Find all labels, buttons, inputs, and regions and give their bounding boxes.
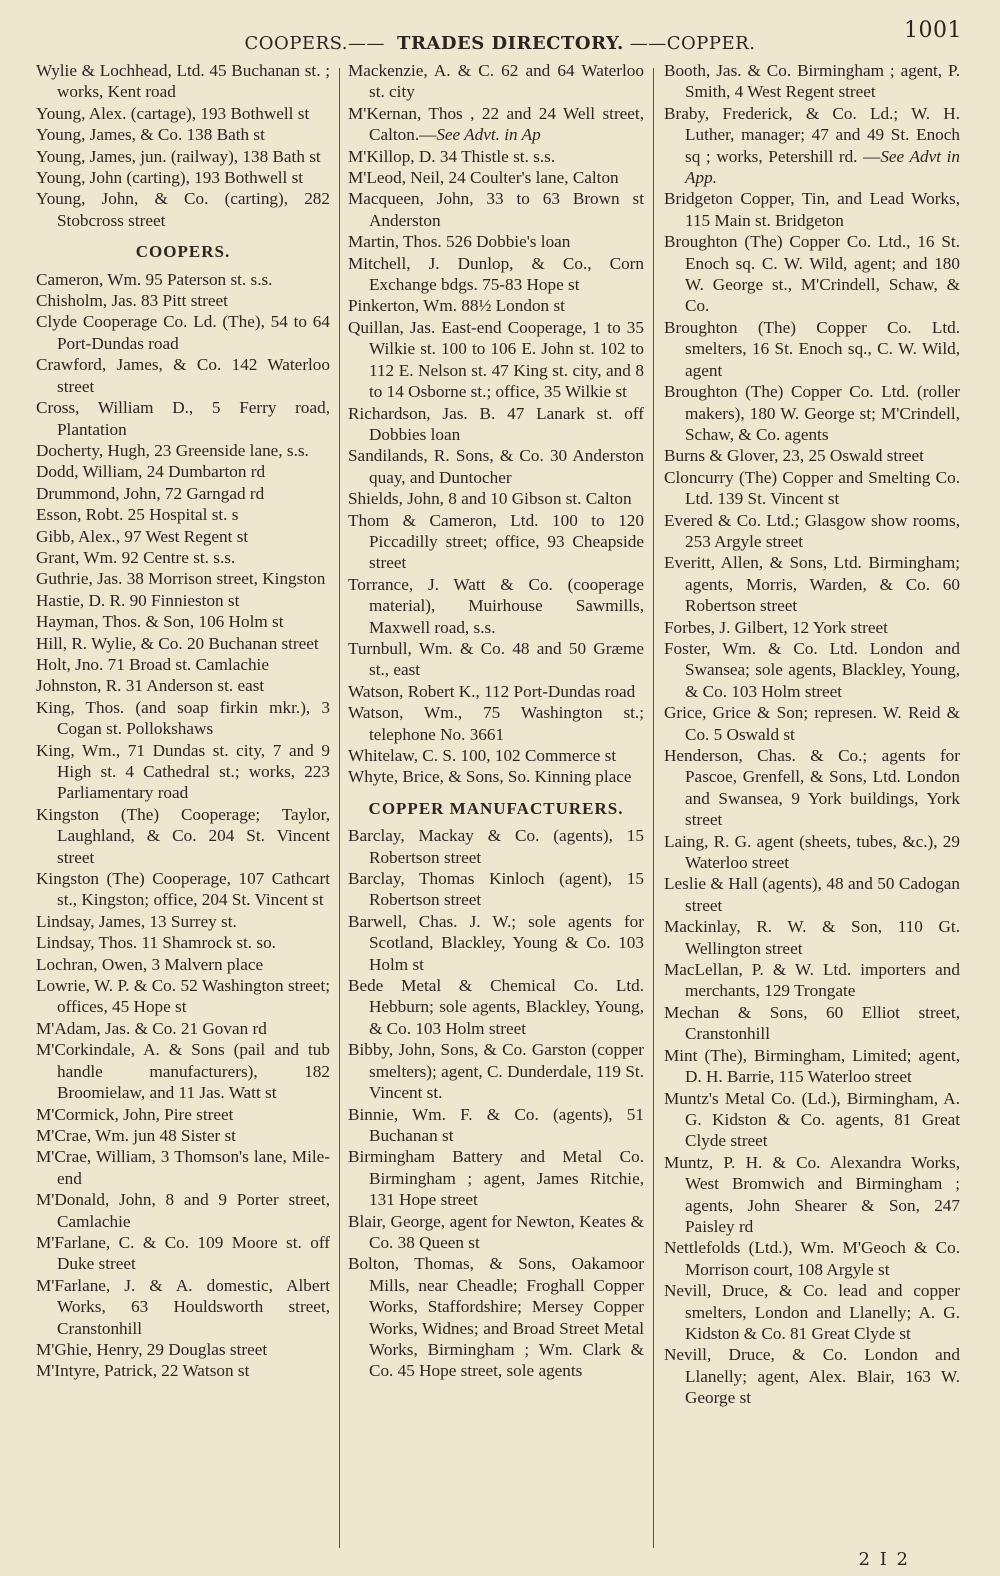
entry-text: Mackenzie, A. & C. 62 and 64 Waterloo st. city <box>348 61 644 102</box>
entry-text: Drummond, John, 72 Garngad rd <box>36 483 265 503</box>
entry-text: Mechan & Sons, 60 Elliot street, Cranstonhill <box>664 1002 960 1044</box>
entry-advert-note: See Advt. in Ap <box>436 125 541 145</box>
entry-text: Broughton (The) Copper Co. Ltd., 16 St. Enoch sq. C. W. Wild, agent; and 180 W. George st., M'Crindell, Schaw, & Co. <box>664 232 960 316</box>
entry-text: M'Leod, Neil, 24 Coulter's lane, Calton <box>348 168 619 188</box>
entry-text: Mint (The), Birmingham, Limited; agent, D. H. Barrie, 115 Waterloo street <box>664 1045 960 1087</box>
directory-entry <box>36 590 330 611</box>
entry-text: Hill, R. Wylie, & Co. 20 Buchanan street <box>36 633 319 653</box>
directory-entry <box>36 804 330 868</box>
entry-text: Whyte, Brice, & Sons, So. Kinning place <box>348 767 632 787</box>
directory-entry <box>36 547 330 568</box>
directory-entry <box>348 253 644 296</box>
entry-text: M'Killop, D. 34 Thistle st. s.s. <box>348 146 556 166</box>
directory-entry <box>348 1146 644 1210</box>
section-heading: COPPER MANUFACTURERS. <box>368 798 624 818</box>
entry-text: Bolton, Thomas, & Sons, Oakamoor Mills, near Cheadle; Froghall Copper Works, Staffordshire; Mersey Copper Works, Widnes; and Broad Street Metal Works, Birmingham ; Wm. Clark & Co. 45 Hope street, sole agents <box>348 1254 644 1381</box>
directory-entry <box>36 146 330 167</box>
page-signature: 2 I 2 <box>858 1549 910 1570</box>
entry-text: Martin, Thos. 526 Dobbie's loan <box>348 232 571 252</box>
directory-entry <box>36 1039 330 1103</box>
directory-entry <box>36 633 330 654</box>
entry-text: M'Farlane, C. & Co. 109 Moore st. off Duke street <box>36 1232 330 1274</box>
directory-entry <box>36 526 330 547</box>
directory-entry <box>36 1275 330 1339</box>
directory-entry <box>36 975 330 1018</box>
directory-entry <box>348 295 644 316</box>
directory-entry <box>664 467 960 510</box>
entry-text: Booth, Jas. & Co. Birmingham ; agent, P. Smith, 4 West Regent street <box>664 61 960 102</box>
directory-entry <box>36 697 330 740</box>
directory-entry <box>664 1237 960 1280</box>
directory-entry <box>664 381 960 445</box>
directory-entry <box>664 552 960 616</box>
directory-entry <box>664 510 960 553</box>
entry-text: Young, Alex. (cartage), 193 Bothwell st <box>36 103 310 123</box>
entry-text: Gibb, Alex., 97 West Regent st <box>36 526 249 546</box>
directory-entry <box>36 440 330 461</box>
directory-entry <box>348 188 644 231</box>
directory-entry <box>348 167 644 188</box>
column-divider <box>653 68 654 1548</box>
directory-entry <box>664 873 960 916</box>
entry-text: Richardson, Jas. B. 47 Lanark st. off Dobbies loan <box>348 403 644 444</box>
entry-text: M'Donald, John, 8 and 9 Porter street, Camlachie <box>36 1190 330 1231</box>
entry-text: Guthrie, Jas. 38 Morrison street, Kingston <box>36 569 326 589</box>
directory-entry <box>36 932 330 953</box>
directory-entry <box>36 911 330 932</box>
directory-entry <box>36 1189 330 1232</box>
entry-text: Johnston, R. 31 Anderson st. east <box>36 676 265 696</box>
directory-entry <box>36 954 330 975</box>
directory-entry <box>348 146 644 167</box>
entry-text: Young, John, & Co. (carting), 282 Stobcross street <box>36 189 330 230</box>
directory-entry <box>348 638 644 681</box>
directory-entry <box>36 568 330 589</box>
directory-entry <box>348 1253 644 1381</box>
directory-entry <box>36 1339 330 1360</box>
entry-text: Hastie, D. R. 90 Finnieston st <box>36 590 240 610</box>
directory-entry <box>348 1104 644 1147</box>
entry-text: Young, John (carting), 193 Bothwell st <box>36 168 304 188</box>
entry-text: Forbes, J. Gilbert, 12 York street <box>664 617 888 637</box>
directory-entry <box>36 654 330 675</box>
header-title: TRADES DIRECTORY. <box>397 33 624 54</box>
entry-text: MacLellan, P. & W. Ltd. importers and merchants, 129 Trongate <box>664 960 960 1001</box>
entry-text: Shields, John, 8 and 10 Gibson st. Calton <box>348 489 632 509</box>
entry-text: Nevill, Druce, & Co. London and Llanelly; agent, Alex. Blair, 163 W. George st <box>664 1345 960 1408</box>
directory-entry <box>348 825 644 868</box>
page-header <box>30 18 970 54</box>
directory-entry <box>664 188 960 231</box>
directory-entry <box>36 675 330 696</box>
entry-text: Kingston (The) Cooperage, 107 Cathcart st., Kingston; office, 204 St. Vincent st <box>36 869 330 910</box>
directory-entry <box>664 1088 960 1152</box>
entry-text: Hayman, Thos. & Son, 106 Holm st <box>36 612 284 632</box>
entry-text: Lochran, Owen, 3 Malvern place <box>36 954 264 974</box>
directory-entry <box>348 574 644 638</box>
entry-text: Bede Metal & Chemical Co. Ltd. Hebburn; sole agents, Blackley, Young, & Co. 103 Holm street <box>348 976 644 1038</box>
entry-text: Evered & Co. Ltd.; Glasgow show rooms, 253 Argyle street <box>664 510 960 551</box>
header-right: ——COPPER. <box>629 33 756 54</box>
directory-entry <box>348 231 644 252</box>
directory-entry <box>36 1232 330 1275</box>
entry-text: Docherty, Hugh, 23 Greenside lane, s.s. <box>36 440 309 460</box>
entry-text: Cameron, Wm. 95 Paterson st. s.s. <box>36 269 273 289</box>
entry-text: Crawford, James, & Co. 142 Waterloo street <box>36 355 330 396</box>
entry-text: Torrance, J. Watt & Co. (cooperage material), Muirhouse Sawmills, Maxwell road, s.s. <box>348 574 644 637</box>
directory-entry <box>348 868 644 911</box>
directory-entry <box>348 488 644 509</box>
entry-text: Muntz's Metal Co. (Ld.), Birmingham, A. G. Kidston & Co. agents, 81 Great Clyde street <box>664 1088 960 1151</box>
entry-text: Henderson, Chas. & Co.; agents for Pascoe, Grenfell, & Sons, Ltd. London and Swansea, 9 York buildings, York street <box>664 746 960 830</box>
entry-text: Turnbull, Wm. & Co. 48 and 50 Græme st., east <box>348 638 644 680</box>
directory-entry <box>36 483 330 504</box>
entry-text: Nettlefolds (Ltd.), Wm. M'Geoch & Co. Morrison court, 108 Argyle st <box>664 1238 960 1279</box>
directory-entry <box>348 510 644 574</box>
column-divider <box>339 68 340 1548</box>
entry-text: Young, James, & Co. 138 Bath st <box>36 125 265 145</box>
entry-text: Bibby, John, Sons, & Co. Garston (copper smelters); agent, C. Dunderdale, 119 St. Vincent st. <box>348 1040 644 1103</box>
entry-text: Mitchell, J. Dunlop, & Co., Corn Exchange bdgs. 75-83 Hope st <box>348 253 644 295</box>
entry-text: Young, James, jun. (railway), 138 Bath st <box>36 146 321 166</box>
directory-entry <box>348 60 644 103</box>
directory-entry <box>348 681 644 702</box>
directory-entry <box>664 103 960 189</box>
entry-text: Watson, Wm., 75 Washington st.; telephone No. 3661 <box>348 703 644 744</box>
section-heading: COOPERS. <box>135 242 231 262</box>
directory-entry <box>348 975 644 1039</box>
column-3 <box>664 60 960 1536</box>
directory-entry <box>664 231 960 317</box>
directory-entry <box>36 103 330 124</box>
directory-entry <box>36 1104 330 1125</box>
directory-entry <box>36 1146 330 1189</box>
directory-entry <box>348 317 644 403</box>
directory-entry <box>348 911 644 975</box>
directory-entry <box>664 1280 960 1344</box>
entry-text: Lowrie, W. P. & Co. 52 Washington street; offices, 45 Hope st <box>36 976 330 1017</box>
page-number: 1001 <box>904 18 962 43</box>
directory-entry <box>36 1360 330 1381</box>
entry-text: King, Wm., 71 Dundas st. city, 7 and 9 High st. 4 Cathedral st.; works, 223 Parliamentary road <box>36 740 330 803</box>
directory-entry <box>36 167 330 188</box>
directory-entry <box>36 188 330 231</box>
directory-entry <box>36 354 330 397</box>
entry-text: Braby, Frederick, & Co. Ld.; W. H. Luther, manager; 47 and 49 St. Enoch sq ; works, Petershill rd. — <box>664 103 960 166</box>
directory-entry <box>664 317 960 381</box>
entry-text: Cross, William D., 5 Ferry road, Plantation <box>36 398 330 439</box>
directory-entry <box>664 445 960 466</box>
entry-text: Barclay, Thomas Kinloch (agent), 15 Robertson street <box>348 869 644 910</box>
entry-text: M'Adam, Jas. & Co. 21 Govan rd <box>36 1018 267 1038</box>
directory-entry <box>664 617 960 638</box>
entry-text: Dodd, William, 24 Dumbarton rd <box>36 462 266 482</box>
entry-text: Nevill, Druce, & Co. lead and copper smelters, London and Llanelly; A. G. Kidston & Co. 81 Great Clyde st <box>664 1281 960 1343</box>
directory-entry <box>664 959 960 1002</box>
entry-text: Leslie & Hall (agents), 48 and 50 Cadogan street <box>664 874 960 915</box>
directory-entry <box>348 403 644 446</box>
entry-text: Burns & Glover, 23, 25 Oswald street <box>664 446 924 466</box>
directory-entry <box>664 745 960 831</box>
entry-text: Lindsay, Thos. 11 Shamrock st. so. <box>36 933 276 953</box>
entry-text: Everitt, Allen, & Sons, Ltd. Birmingham; agents, Morris, Warden, & Co. 60 Robertson street <box>664 553 960 616</box>
entry-text: Chisholm, Jas. 83 Pitt street <box>36 291 228 311</box>
entry-text: M'Corkindale, A. & Sons (pail and tub handle manufacturers), 182 Broomielaw, and 11 Jas. Watt st <box>36 1040 330 1103</box>
column-2 <box>348 60 644 1536</box>
directory-entry <box>36 740 330 804</box>
directory-entry <box>36 504 330 525</box>
directory-entry <box>36 1018 330 1039</box>
entry-text: Grant, Wm. 92 Centre st. s.s. <box>36 547 236 567</box>
directory-entry <box>36 311 330 354</box>
entry-text: Broughton (The) Copper Co. Ltd. smelters, 16 St. Enoch sq., C. W. Wild, agent <box>664 317 960 380</box>
entry-text: Barwell, Chas. J. W.; sole agents for Scotland, Blackley, Young & Co. 103 Holm st <box>348 911 644 974</box>
directory-entry <box>664 702 960 745</box>
entry-text: Sandilands, R. Sons, & Co. 30 Anderston quay, and Duntocher <box>348 446 644 487</box>
directory-entry <box>36 269 330 290</box>
entry-text: Muntz, P. H. & Co. Alexandra Works, West Bromwich and Birmingham ; agents, John Shearer & Son, 247 Paisley rd <box>664 1152 960 1236</box>
entry-text: Laing, R. G. agent (sheets, tubes, &c.), 29 Waterloo street <box>664 831 960 873</box>
directory-entry <box>348 702 644 745</box>
directory-entry <box>36 868 330 911</box>
directory-entry <box>664 1002 960 1045</box>
directory-entry <box>664 1344 960 1408</box>
directory-entry <box>36 397 330 440</box>
directory-entry <box>664 1045 960 1088</box>
entry-text: M'Kernan, Thos , 22 and 24 Well street, Calton.— <box>348 103 644 145</box>
entry-text: King, Thos. (and soap firkin mkr.), 3 Cogan st. Pollokshaws <box>36 697 330 739</box>
entry-text: Quillan, Jas. East-end Cooperage, 1 to 35 Wilkie st. 100 to 106 E. John st. 102 to 112 E. Nelson st. 47 King st. city, and 8 to 14 Osborne st.; office, 35 Wilkie st <box>348 317 644 402</box>
directory-entry <box>664 638 960 702</box>
entry-text: Whitelaw, C. S. 100, 102 Commerce st <box>348 746 617 765</box>
entry-text: Watson, Robert K., 112 Port-Dundas road <box>348 681 636 701</box>
entry-text: Holt, Jno. 71 Broad st. Camlachie <box>36 654 269 674</box>
entry-text: Birmingham Battery and Metal Co. Birmingham ; agent, James Ritchie, 131 Hope street <box>348 1147 644 1210</box>
directory-entry <box>348 1039 644 1103</box>
entry-text: Macqueen, John, 33 to 63 Brown st Anderston <box>348 189 644 230</box>
column-1 <box>36 60 330 1536</box>
entry-text: M'Cormick, John, Pire street <box>36 1104 234 1124</box>
entry-text: Binnie, Wm. F. & Co. (agents), 51 Buchanan st <box>348 1104 644 1145</box>
directory-entry <box>348 745 644 766</box>
directory-entry <box>664 60 960 103</box>
entry-text: M'Ghie, Henry, 29 Douglas street <box>36 1339 268 1359</box>
entry-text: Kingston (The) Cooperage; Taylor, Laughland, & Co. 204 St. Vincent street <box>36 804 330 867</box>
entry-text: Blair, George, agent for Newton, Keates & Co. 38 Queen st <box>348 1211 644 1252</box>
entry-text: M'Farlane, J. & A. domestic, Albert Works, 63 Houldsworth street, Cranstonhill <box>36 1275 330 1338</box>
entry-text: M'Crae, William, 3 Thomson's lane, Mile-end <box>36 1147 330 1188</box>
directory-entry <box>36 124 330 145</box>
entry-text: Barclay, Mackay & Co. (agents), 15 Robertson street <box>348 826 644 867</box>
directory-entry <box>36 611 330 632</box>
entry-text: Esson, Robt. 25 Hospital st. s <box>36 505 239 525</box>
header-left: COOPERS.—— <box>244 33 386 54</box>
directory-entry <box>348 1211 644 1254</box>
directory-entry <box>348 766 644 787</box>
entry-text: M'Crae, Wm. jun 48 Sister st <box>36 1125 236 1145</box>
entry-text: Foster, Wm. & Co. Ltd. London and Swansea; sole agents, Blackley, Young, & Co. 103 Holm street <box>664 638 960 701</box>
directory-entry <box>348 103 644 146</box>
directory-entry <box>348 445 644 488</box>
entry-text: Mackinlay, R. W. & Son, 110 Gt. Wellington street <box>664 917 960 958</box>
entry-text: Thom & Cameron, Ltd. 100 to 120 Piccadilly street; office, 93 Cheapside street <box>348 510 644 573</box>
entry-text: Grice, Grice & Son; represen. W. Reid & Co. 5 Oswald st <box>664 703 960 744</box>
entry-text: M'Intyre, Patrick, 22 Watson st <box>36 1361 250 1381</box>
entry-advert-note: See Advt in App. <box>685 146 961 188</box>
directory-entry <box>36 60 330 103</box>
entry-text: Broughton (The) Copper Co. Ltd. (roller makers), 180 W. George st; M'Crindell, Schaw, & Co. agents <box>664 382 960 444</box>
entry-text: Pinkerton, Wm. 88½ London st <box>348 296 565 316</box>
directory-entry <box>664 1152 960 1238</box>
directory-entry <box>664 916 960 959</box>
entry-text: Bridgeton Copper, Tin, and Lead Works, 115 Main st. Bridgeton <box>664 189 960 230</box>
directory-entry <box>36 290 330 311</box>
entry-text: Lindsay, James, 13 Surrey st. <box>36 911 237 931</box>
entry-text: Wylie & Lochhead, Ltd. 45 Buchanan st. ; works, Kent road <box>36 61 330 102</box>
entry-text: Cloncurry (The) Copper and Smelting Co. Ltd. 139 St. Vincent st <box>664 467 960 509</box>
entry-text: Clyde Cooperage Co. Ld. (The), 54 to 64 Port-Dundas road <box>36 312 330 353</box>
directory-entry <box>36 461 330 482</box>
directory-entry <box>664 831 960 874</box>
directory-entry <box>36 1125 330 1146</box>
